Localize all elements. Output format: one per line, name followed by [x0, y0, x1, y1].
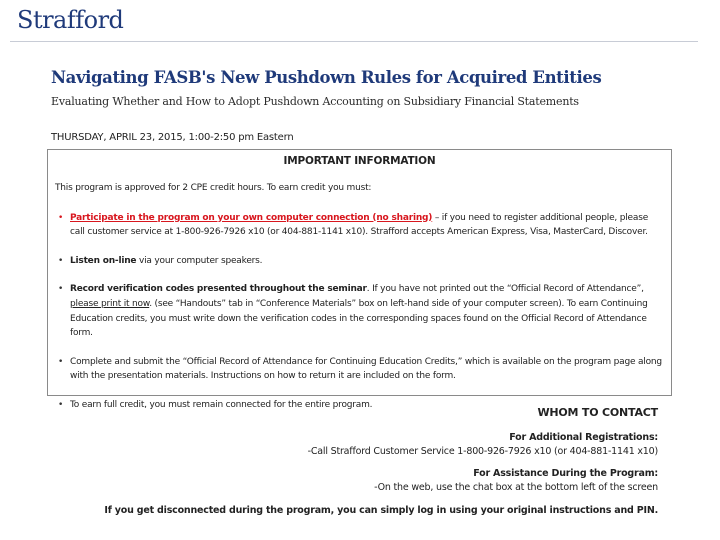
print-now-link[interactable]: please print it now: [70, 298, 150, 309]
verification-text-a: . If you have not printed out the “Official Record of Attendance”,: [366, 284, 644, 295]
no-sharing-requirement: Participate in the program on your own computer connection (no sharing): [70, 212, 433, 223]
list-item: [55, 355, 665, 384]
registration-note: – if you need to register additional people, please call customer service at 1-800-926-7926 x10 (or 404-881-1141 x10). Strafford accepts American Express, Visa, MasterCard, Discover.: [70, 212, 649, 238]
contact-section: [58, 406, 658, 518]
header-divider: [10, 41, 698, 42]
registration-text: -Call Strafford Customer Service 1-800-926-7926 x10 (or 404-881-1141 x10): [307, 446, 658, 457]
full-credit-text: To earn full credit, you must remain connected for the entire program.: [70, 399, 373, 410]
slide-subtitle: Evaluating Whether and How to Adopt Pushdown Accounting on Subsidiary Financial Statements: [51, 95, 579, 108]
info-heading: IMPORTANT INFORMATION: [283, 155, 436, 167]
registration-label: For Additional Registrations:: [509, 431, 658, 443]
listen-online-text: via your computer speakers.: [136, 255, 263, 266]
info-intro: This program is approved for 2 CPE credit hours. To earn credit you must:: [55, 183, 372, 193]
slide-title: Navigating FASB's New Pushdown Rules for Acquired Entities: [51, 68, 602, 87]
submit-record-text: Complete and submit the “Official Record of Attendance for Continuing Education Credits,” which is available on the program page along with the presentation materials. Instructions on how to return it are included on the form.: [70, 356, 662, 382]
verification-codes-label: Record verification codes presented throughout the seminar: [70, 284, 367, 295]
info-body: [55, 181, 665, 427]
list-item: [55, 254, 665, 269]
list-item: [55, 282, 665, 340]
strafford-logo: Strafford: [17, 6, 124, 34]
assistance-label: For Assistance During the Program:: [473, 467, 658, 479]
contact-heading: WHOM TO CONTACT: [537, 406, 658, 419]
listen-online-label: Listen on-line: [70, 255, 137, 266]
list-item: [55, 211, 665, 240]
requirements-list: [55, 211, 665, 413]
disconnect-note: If you get disconnected during the program, you can simply log in using your original instructions and PIN.: [104, 504, 658, 516]
program-date: THURSDAY, APRIL 23, 2015, 1:00-2:50 pm Eastern: [51, 132, 294, 143]
verification-text-b: . (see “Handouts” tab in “Conference Materials” box on left-hand side of your computer screen). To earn Continuing Education credits, you must write down the verification codes in the corresponding spaces found on the Official Record of Attendance form.: [70, 298, 648, 339]
assistance-text: -On the web, use the chat box at the bottom left of the screen: [374, 482, 658, 493]
important-information-box: [47, 149, 672, 410]
